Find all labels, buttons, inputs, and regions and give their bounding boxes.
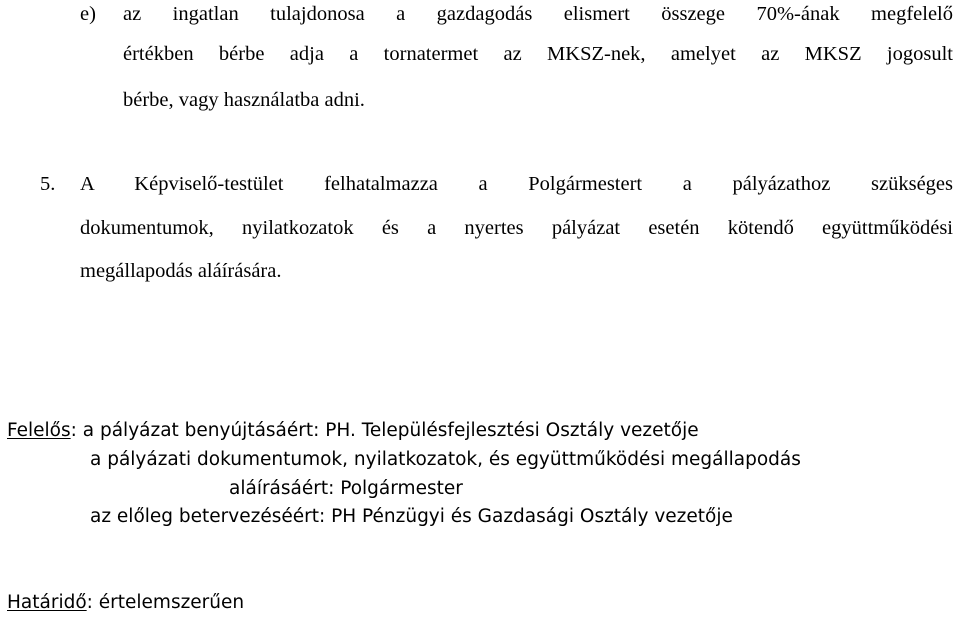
item-5-line-1: A Képviselő-testület felhatalmazza a Polgármestert a pályázathoz szükséges — [80, 173, 953, 195]
deadline-value: értelemszerűen — [92, 592, 245, 613]
responsible-line-3: aláírásáért: Polgármester — [229, 478, 463, 499]
deadline-label: Határidő — [7, 592, 87, 613]
responsible-line-2: a pályázati dokumentumok, nyilatkozatok, és együttműködési megállapodás — [90, 449, 801, 470]
responsible-label: Felelős — [7, 420, 71, 441]
item-e-line-2: értékben bérbe adja a tornatermet az MKSZ-nek, amelyet az MKSZ jogosult — [123, 43, 953, 65]
deadline-line — [7, 594, 244, 613]
item-e-line-3: bérbe, vagy használatba adni. — [123, 89, 365, 111]
deadline-colon: : — [86, 592, 93, 613]
item-e-line-1: az ingatlan tulajdonosa a gazdagodás elismert összege 70%-ának megfelelő — [123, 3, 953, 25]
item-5-line-2: dokumentumok, nyilatkozatok és a nyertes pályázat esetén kötendő együttműködési — [80, 217, 953, 239]
item-e-marker: e) — [80, 3, 96, 25]
responsible-line-1 — [7, 422, 699, 441]
responsible-colon: : — [70, 420, 77, 441]
responsible-text-1: a pályázat benyújtásáért: PH. Településfejlesztési Osztály vezetője — [76, 420, 699, 441]
item-5-number: 5. — [40, 173, 56, 195]
responsible-line-4: az előleg betervezéséért: PH Pénzügyi és Gazdasági Osztály vezetője — [90, 506, 733, 527]
item-5-line-3: megállapodás aláírására. — [80, 260, 282, 282]
